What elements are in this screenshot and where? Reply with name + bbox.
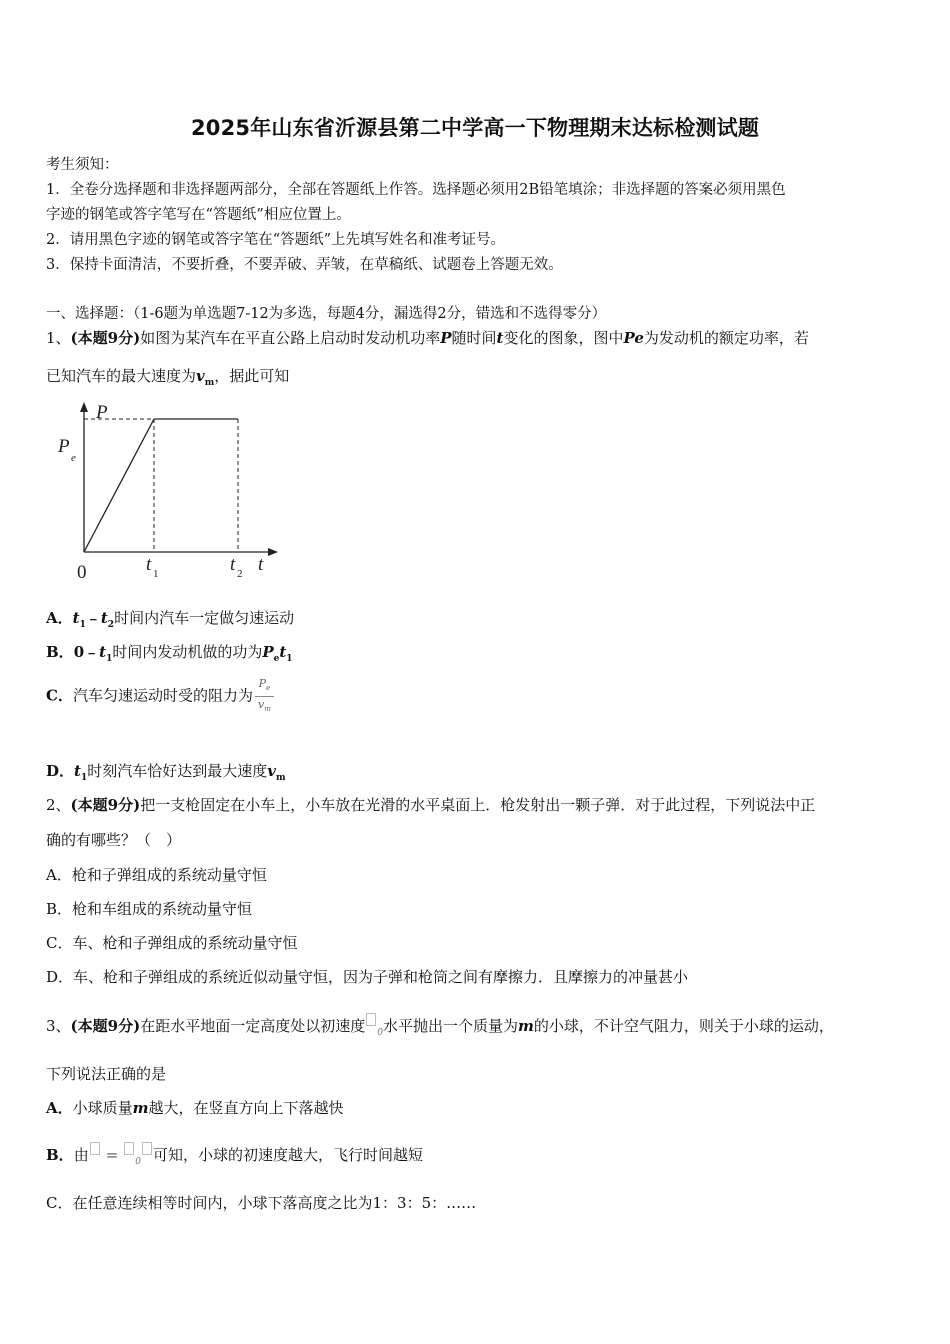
q1b-t1-sub: 1 [106, 654, 113, 664]
missing-glyph-icon [366, 1013, 376, 1026]
power-time-graph [46, 392, 286, 584]
q1c-text: 汽车匀速运动时受的阻力为 [72, 686, 253, 705]
q2-option-b[interactable]: B．枪和车组成的系统动量守恒 [46, 900, 253, 918]
q1-option-c[interactable] [46, 676, 274, 717]
x-axis-label: t [258, 554, 264, 575]
q1-score: (本题9分) [70, 329, 141, 347]
q2-option-d[interactable]: D．车、枪和子弹组成的系统近似动量守恒，因为子弹和枪筒之间有摩擦力．且摩擦力的冲量甚小 [46, 968, 689, 986]
q1-option-d[interactable] [46, 760, 285, 783]
q1-option-a[interactable] [46, 607, 294, 630]
q1b-t: t [279, 643, 287, 661]
missing-glyph-icon [90, 1142, 100, 1155]
q3b-text-a: 由 [73, 1146, 89, 1164]
q3-text-b: 水平抛出一个质量为 [382, 1017, 518, 1035]
q1b-text: 时间内发动机做的功为 [112, 643, 263, 661]
q1a-t1: t [72, 609, 80, 627]
q3b-eq: = [105, 1146, 119, 1164]
q1b-pe-sub: e [273, 654, 280, 664]
q2-text: 把一支枪固定在小车上，小车放在光滑的水平桌面上．枪发射出一颗子弹．对于此过程，下列说法中正 [140, 796, 816, 814]
q2-score: (本题9分) [70, 796, 141, 814]
q3-prefix: 3、 [46, 1017, 71, 1035]
option-label: C． [46, 686, 73, 705]
q3-option-b[interactable] [46, 1142, 423, 1167]
question-1-line-2 [46, 365, 289, 388]
fraction [255, 676, 274, 717]
q1-vm-sub: m [204, 378, 215, 388]
q2-prefix: 2、 [46, 796, 71, 814]
q1d-t1-sub: 1 [80, 773, 88, 783]
ramp-line [84, 419, 154, 552]
q1-t: t [496, 329, 504, 347]
q1b-t-sub: 1 [286, 654, 293, 664]
q1-text-d: 为发动机的额定功率，若 [643, 329, 809, 347]
q3b-text-b: 可知，小球的初速度越大，飞行时间越短 [153, 1146, 424, 1164]
q3-text-a: 在距水平地面一定高度处以初速度 [140, 1017, 366, 1035]
q1-P: P [440, 329, 452, 347]
t1-label: t [146, 554, 152, 575]
q1a-dash: ﹣ [85, 609, 101, 627]
missing-glyph-icon [124, 1142, 134, 1155]
q1d-v: v [267, 762, 276, 780]
question-1 [46, 327, 809, 348]
q1-option-b[interactable] [46, 641, 293, 664]
q3-option-a[interactable] [46, 1097, 344, 1118]
q1b-t1: t [99, 643, 107, 661]
q1-Pe: Pe [623, 329, 644, 347]
option-label: A． [46, 609, 73, 627]
q1a-t1-sub: 1 [79, 620, 86, 630]
missing-glyph-icon [142, 1142, 152, 1155]
pe-label: P [58, 436, 70, 457]
q1d-text: 时刻汽车恰好达到最大速度 [87, 762, 268, 780]
q1-text-a: 如图为某汽车在平直公路上启动时发动机功率 [140, 329, 441, 347]
question-3 [46, 1013, 834, 1038]
notice-line-1: 1．全卷分选择题和非选择题两部分，全部在答题纸上作答。选择题必须用2B铅笔填涂；非选择题的答案必须用黑色 [46, 182, 786, 198]
q1-prefix: 1、 [46, 329, 71, 347]
q2-option-a[interactable]: A．枪和子弹组成的系统动量守恒 [46, 866, 267, 884]
t2-label: t [230, 554, 236, 575]
option-label: D． [46, 762, 75, 780]
q1-vm: v [196, 367, 205, 385]
y-axis-arrow [80, 402, 88, 412]
question-2 [46, 794, 815, 815]
q3-m: m [517, 1017, 534, 1035]
question-3-line-2: 下列说法正确的是 [46, 1065, 167, 1083]
t1-sub: 1 [153, 568, 159, 580]
x-axis-arrow [268, 548, 278, 556]
notice-line-3: 3．保持卡面清洁，不要折叠，不要弄破、弄皱，在草稿纸、试题卷上答题无效。 [46, 257, 563, 273]
t2-sub: 2 [237, 568, 243, 580]
q3b-sub: 0 [135, 1157, 142, 1167]
q1-text-c: 变化的图象，图中 [503, 329, 624, 347]
frac-den-sub: m [264, 705, 271, 714]
section-heading: 一、选择题：（1-6题为单选题7-12为多选，每题4分，漏选得2分，错选和不选得零分） [46, 306, 607, 322]
q1a-t2-sub: 2 [107, 620, 115, 630]
q3a-text-b: 越大，在竖直方向上下落越快 [148, 1099, 344, 1117]
y-axis-label: P [96, 402, 108, 423]
frac-den: v [257, 698, 265, 712]
q3a-m: m [132, 1099, 149, 1117]
q3-option-c[interactable]: C．在任意连续相等时间内，小球下落高度之比为1：3：5：…… [46, 1194, 477, 1212]
pe-sub: e [71, 452, 76, 464]
q3-score: (本题9分) [70, 1017, 141, 1035]
option-label: B． [46, 1146, 74, 1164]
notice-line-1b: 字迹的钢笔或答字笔写在“答题纸”相应位置上。 [46, 207, 351, 223]
q3a-text-a: 小球质量 [72, 1099, 133, 1117]
q1-line2-b: ，据此可知 [214, 367, 290, 385]
q1b-zero: 0﹣ [73, 643, 100, 661]
q1b-pe: P [262, 643, 274, 661]
notice-heading: 考生须知： [46, 157, 119, 173]
frac-num-sub: e [266, 684, 271, 693]
origin-label: 0 [77, 562, 87, 583]
q1d-v-sub: m [275, 773, 286, 783]
question-2-line-2: 确的有哪些？（ ） [46, 831, 182, 849]
q1a-text: 时间内汽车一定做匀速运动 [114, 609, 295, 627]
q3-text-c: 的小球，不计空气阻力，则关于小球的运动， [533, 1017, 834, 1035]
q1a-t2: t [100, 609, 108, 627]
q3-v0-sub: 0 [377, 1028, 383, 1038]
q2-option-c[interactable]: C．车、枪和子弹组成的系统动量守恒 [46, 934, 298, 952]
q1d-t1: t [74, 762, 81, 780]
option-label: B． [46, 643, 74, 661]
frac-num: P [258, 677, 267, 690]
q1-line2-a: 已知汽车的最大速度为 [46, 367, 197, 385]
q1-text-b: 随时间 [451, 329, 497, 347]
page-title: 2025年山东省沂源县第二中学高一下物理期末达标检测试题 [190, 116, 760, 140]
option-label: A． [46, 1099, 73, 1117]
notice-line-2: 2．请用黑色字迹的钢笔或答字笔在“答题纸”上先填写姓名和准考证号。 [46, 232, 506, 248]
